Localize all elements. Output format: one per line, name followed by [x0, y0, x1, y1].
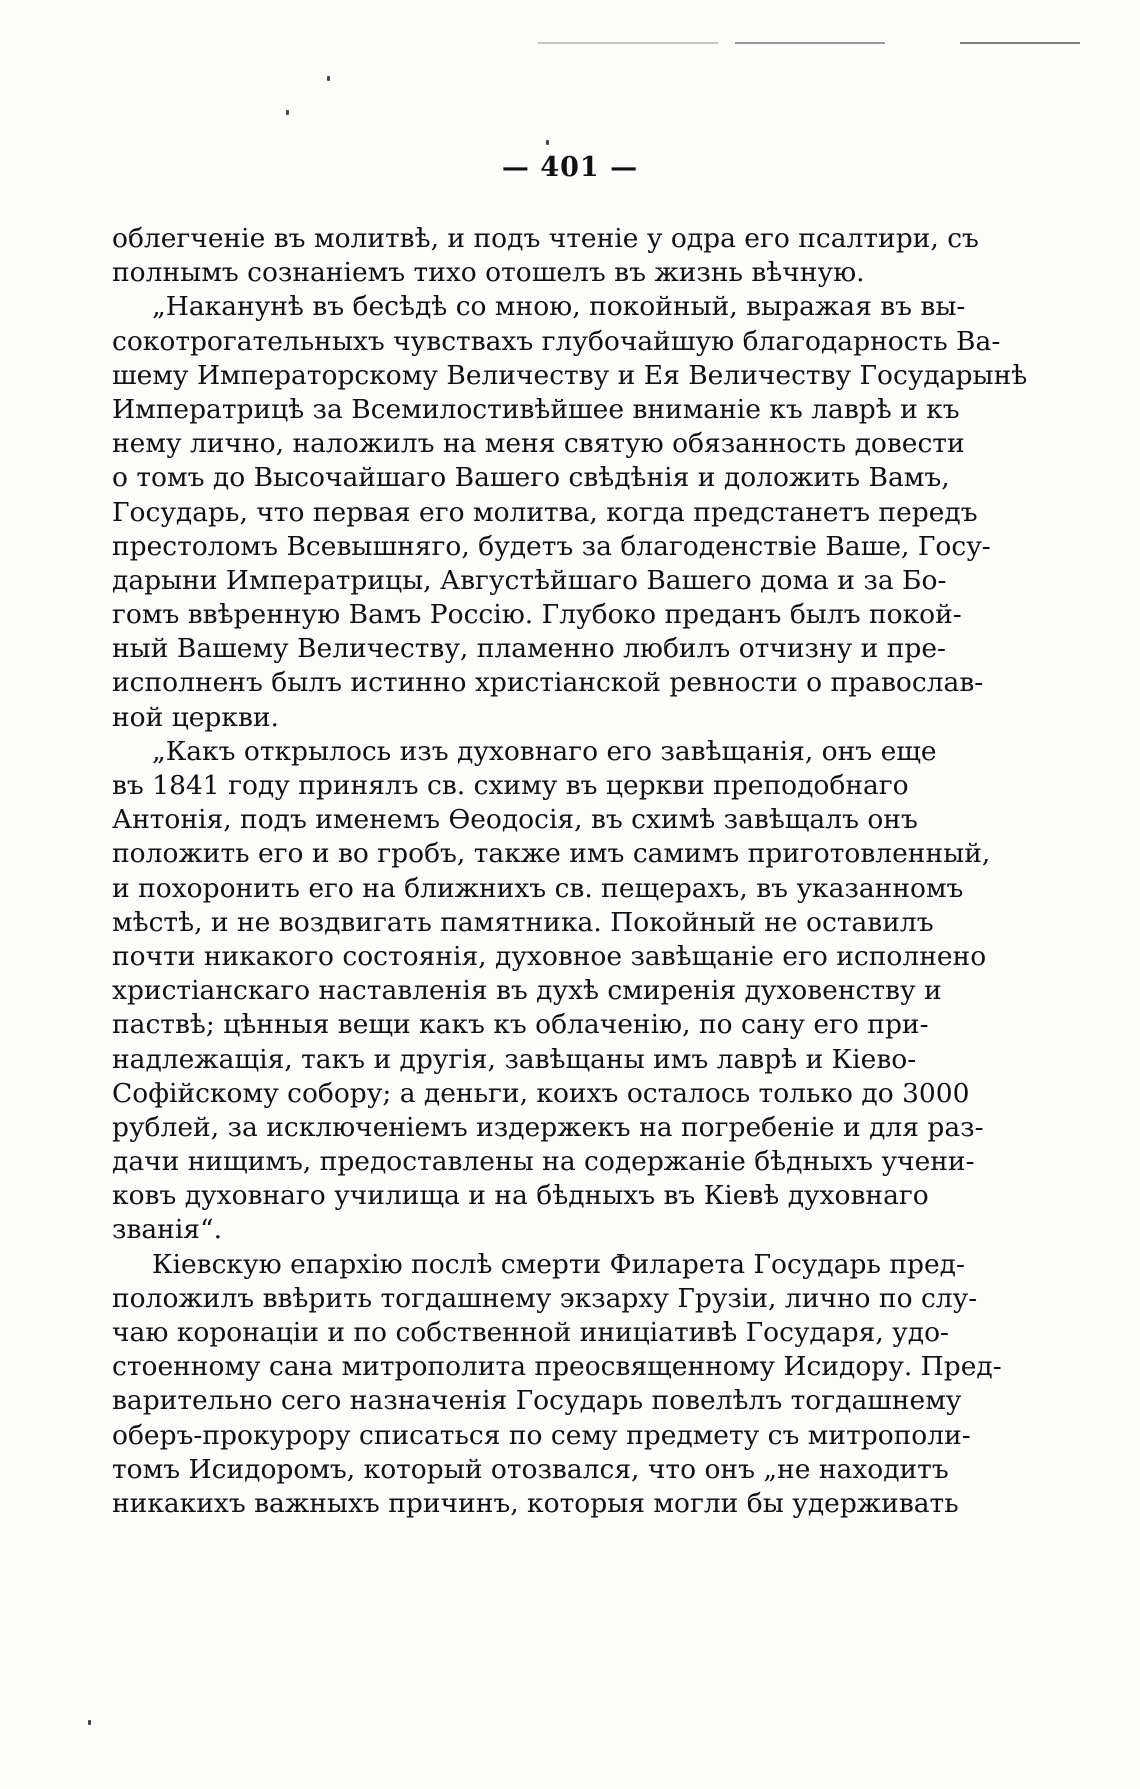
- text-line: „Какъ открылось изъ духовнаго его завѣщанія, онъ еще: [152, 735, 937, 767]
- text-line: томъ Исидоромъ, который отозвался, что онъ „не находитъ: [112, 1453, 949, 1485]
- scan-speck: [286, 110, 289, 115]
- text-line: рублей, за исключеніемъ издержекъ на погребеніе и для раз-: [112, 1111, 984, 1143]
- text-line: и похоронить его на ближнихъ св. пещерахъ, въ указанномъ: [112, 872, 964, 904]
- text-line: сокотрогательныхъ чувствахъ глубочайшую благодарность Ва-: [112, 325, 1001, 357]
- page-number: — 401 —: [501, 152, 639, 183]
- text-line: исполненъ былъ истинно христіанской ревности о православ-: [112, 667, 984, 699]
- text-line: Императрицѣ за Всемилостивѣйшее вниманіе къ лаврѣ и къ: [112, 393, 960, 425]
- scan-speck: [546, 140, 549, 145]
- text-line: нему лично, наложилъ на меня святую обязанность довести: [112, 428, 965, 460]
- text-line: надлежащія, такъ и другія, завѣщаны имъ лаврѣ и Кіево-: [112, 1043, 917, 1075]
- text-line: положилъ ввѣрить тогдашнему экзарху Грузіи, лично по слу-: [112, 1282, 978, 1314]
- text-line: варительно сего назначенія Государь повелѣлъ тогдашнему: [112, 1385, 962, 1417]
- text-line: никакихъ важныхъ причинъ, которыя могли бы удерживать: [112, 1487, 959, 1519]
- text-line: паствѣ; цѣнныя вещи какъ къ облаченію, по сану его при-: [112, 1009, 929, 1041]
- body-text: [112, 222, 1028, 1521]
- text-line: званія“.: [112, 1214, 222, 1246]
- text-line: шему Императорскому Величеству и Ея Величеству Государынѣ: [112, 359, 1028, 391]
- text-line: полнымъ сознаніемъ тихо отошелъ въ жизнь вѣчную.: [112, 257, 865, 289]
- text-line: Государь, что первая его молитва, когда предстанетъ передъ: [112, 496, 978, 528]
- text-line: въ 1841 году принялъ св. схиму въ церкви преподобнаго: [112, 770, 909, 801]
- text-line: ный Вашему Величеству, пламенно любилъ отчизну и пре-: [112, 633, 946, 665]
- text-line: христіанскаго наставленія въ духѣ смиренія духовенству и: [112, 975, 942, 1007]
- scan-speck: [88, 1720, 91, 1725]
- scan-edge-mark: [960, 42, 1080, 44]
- text-line: положить его и во гробъ, также имъ самимъ приготовленный,: [112, 838, 991, 870]
- text-line: гомъ ввѣренную Вамъ Россію. Глубоко преданъ былъ покой-: [112, 599, 962, 631]
- scan-speck: [327, 76, 330, 81]
- text-line: чаю коронаціи и по собственной иниціативѣ Государя, удо-: [112, 1317, 950, 1348]
- scan-edge-mark: [735, 42, 885, 44]
- scan-edge-mark: [538, 42, 718, 44]
- text-line: о томъ до Высочайшаго Вашего свѣдѣнія и доложить Вамъ,: [112, 462, 950, 494]
- text-line: мѣстѣ, и не воздвигать памятника. Покойный не оставилъ: [112, 906, 934, 938]
- text-line: стоенному сана митрополита преосвященному Исидору. Пред-: [112, 1351, 1002, 1383]
- text-line: почти никакого состоянія, духовное завѣщаніе его исполнено: [112, 940, 987, 972]
- text-line: Софійскому собору; а деньги, коихъ осталось только до 3000: [112, 1077, 970, 1109]
- text-line: „Наканунѣ въ бесѣдѣ со мною, покойный, выражая въ вы-: [152, 291, 966, 323]
- text-line: дарыни Императрицы, Августѣйшаго Вашего дома и за Бо-: [112, 564, 947, 596]
- text-line: ной церкви.: [112, 701, 279, 733]
- text-line: ковъ духовнаго училища и на бѣдныхъ въ Кіевѣ духовнаго: [112, 1180, 929, 1212]
- text-line: дачи нищимъ, предоставлены на содержаніе бѣдныхъ учени-: [112, 1146, 975, 1178]
- text-line: Антонія, подъ именемъ Ѳеодосія, въ схимѣ завѣщалъ онъ: [112, 804, 918, 836]
- text-line: облегченіе въ молитвѣ, и подъ чтеніе у одра его псалтири, съ: [112, 223, 979, 254]
- text-line: оберъ-прокурору списаться по сему предмету съ митрополи-: [112, 1419, 971, 1451]
- text-line: престоломъ Всевышняго, будетъ за благоденствіе Ваше, Госу-: [112, 530, 991, 562]
- text-line: Кіевскую епархію послѣ смерти Филарета Государь пред-: [152, 1248, 965, 1280]
